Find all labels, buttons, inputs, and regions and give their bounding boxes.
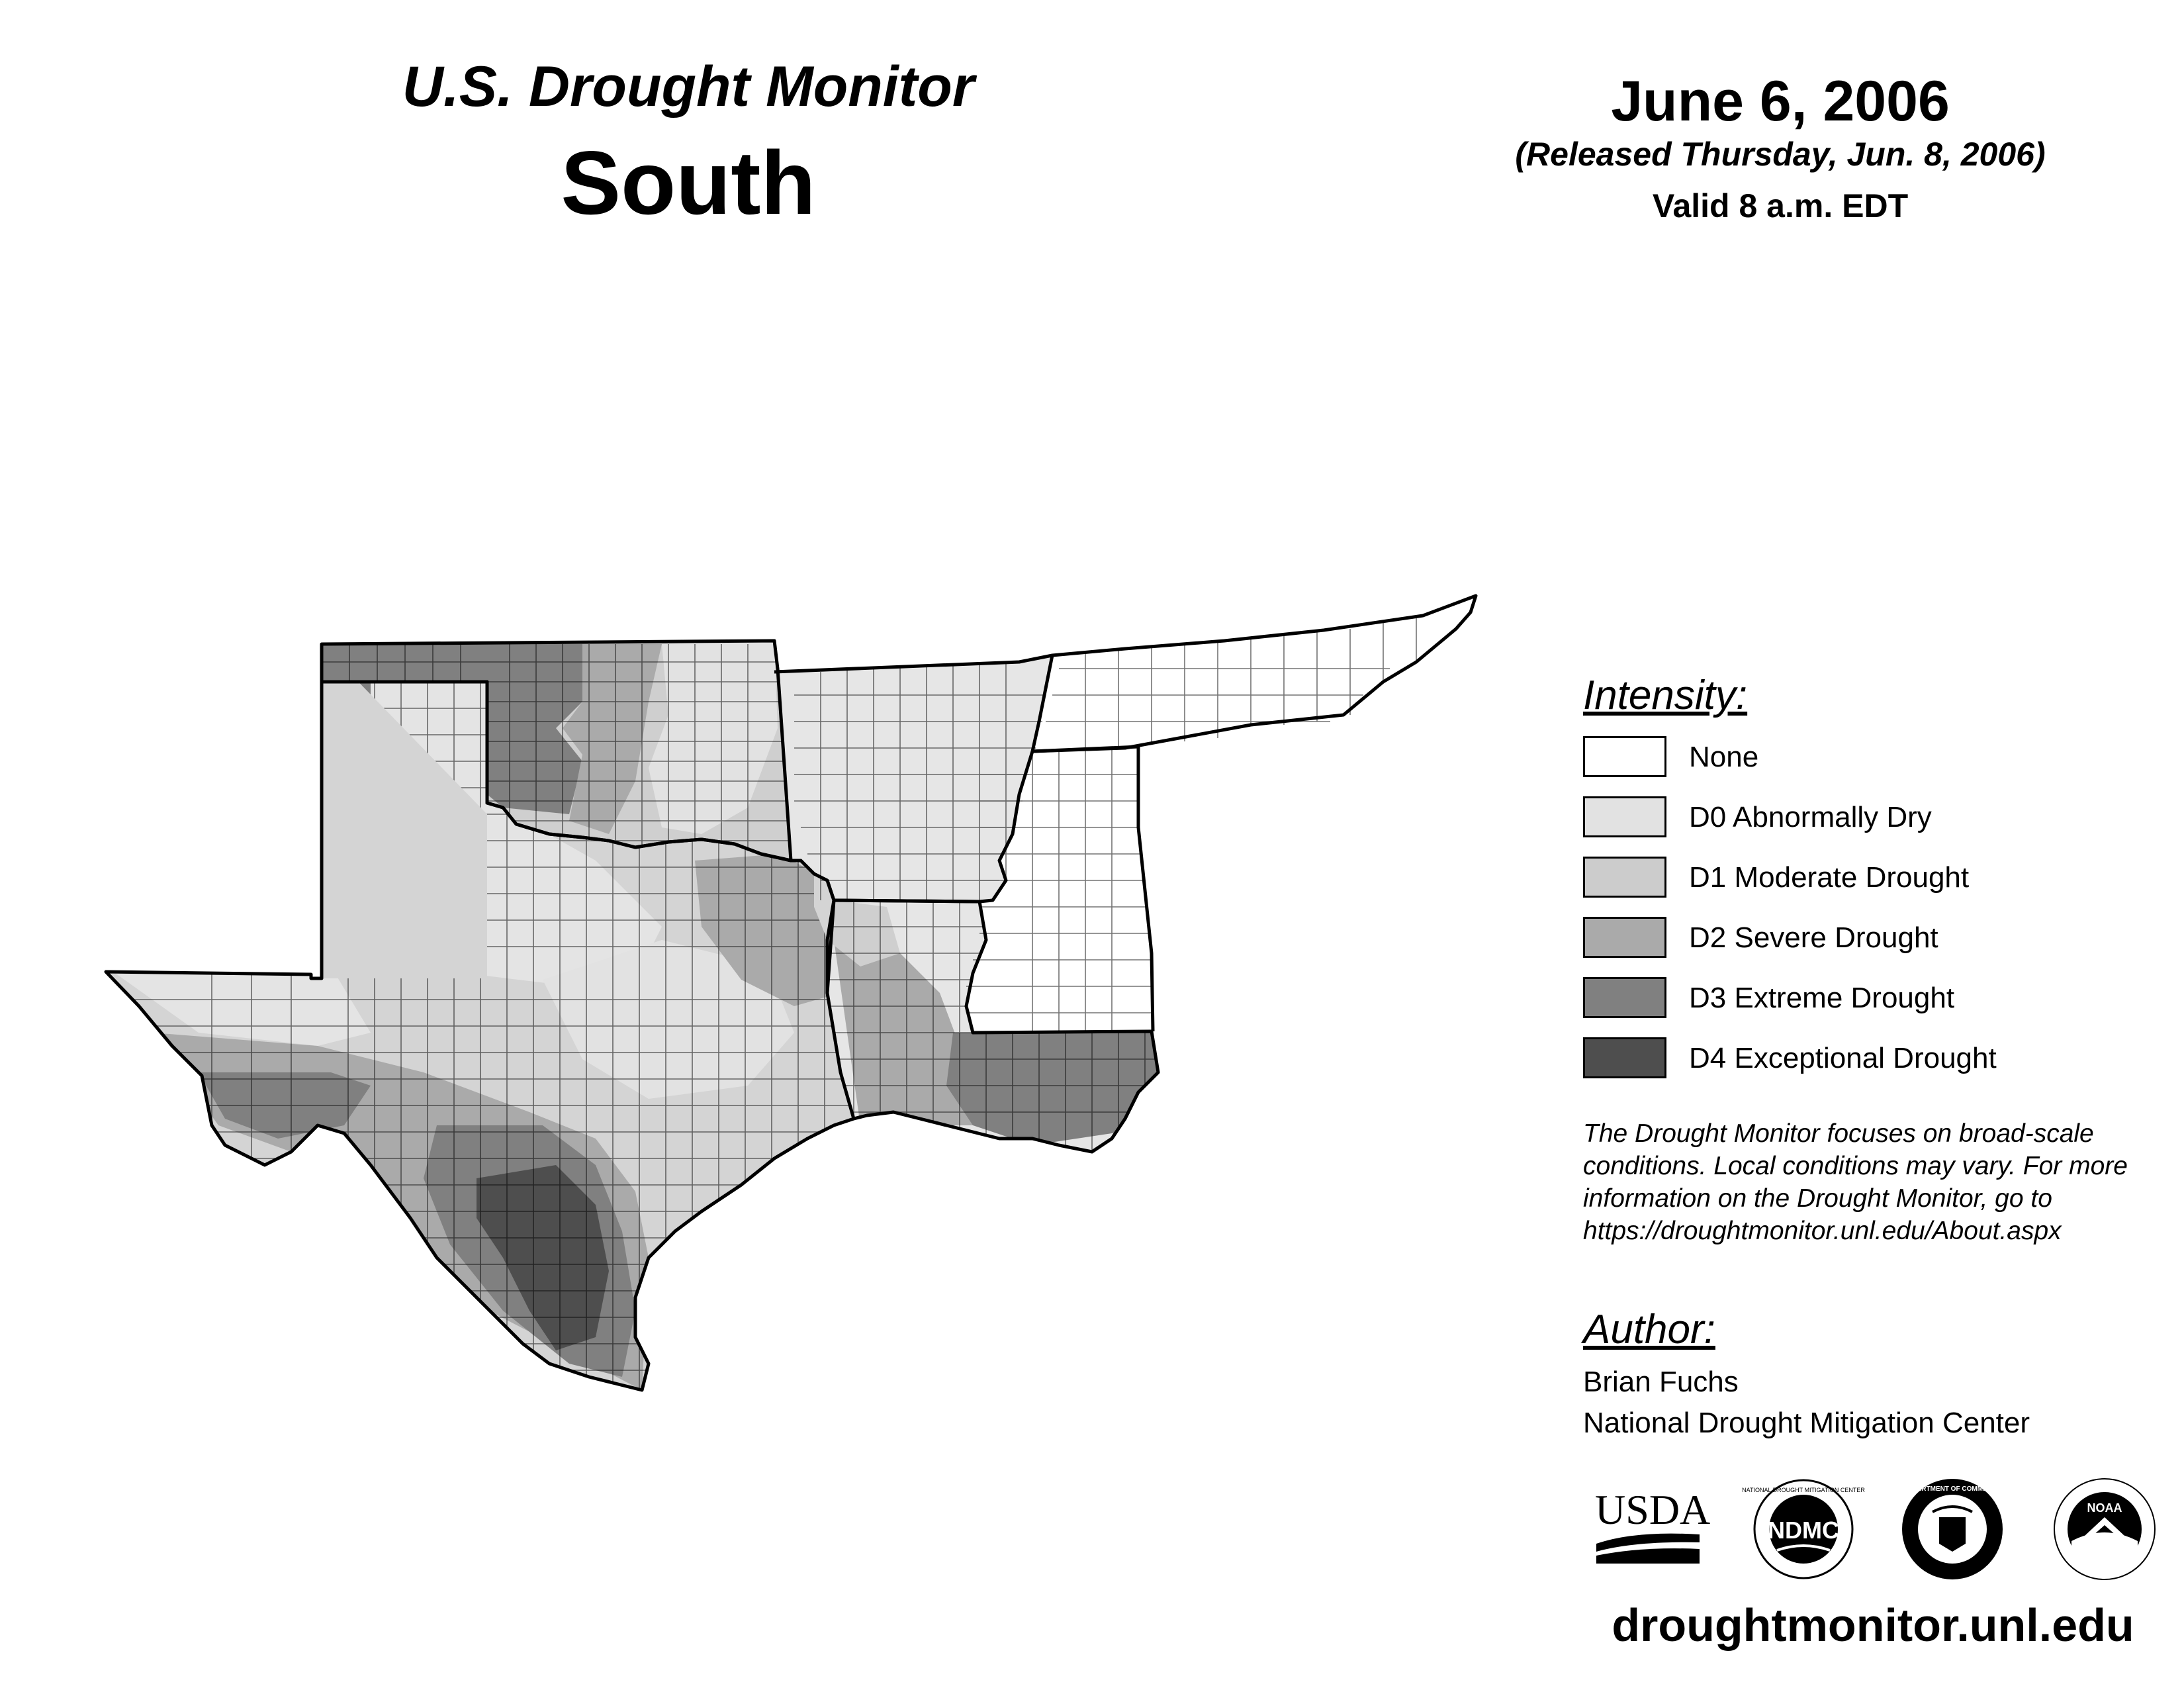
noaa-logo-text: NOAA: [2087, 1501, 2122, 1515]
disclaimer-note: [1583, 1117, 2179, 1247]
legend-label-d3: D3 Extreme Drought: [1689, 982, 1955, 1014]
note-link[interactable]: https://droughtmonitor.unl.edu/About.aspx: [1583, 1217, 2062, 1245]
usda-logo: [1595, 1486, 1710, 1564]
legend-item-d4: [1583, 1037, 2179, 1082]
map-date: June 6, 2006: [1611, 70, 1950, 133]
legend-label-none: None: [1689, 741, 1759, 773]
legend-item-d0: [1583, 796, 2179, 841]
note-line-3: information on the Drought Monitor, go to: [1583, 1184, 2052, 1213]
note-line-2: conditions. Local conditions may vary. For more: [1583, 1152, 2128, 1180]
legend-item-none: [1583, 736, 2179, 781]
author-title: Author:: [1583, 1307, 1715, 1352]
product-title: U.S. Drought Monitor: [402, 55, 975, 118]
legend-item-d2: [1583, 917, 2179, 962]
agency-logos: [1582, 1477, 2164, 1583]
ndmc-logo-text: NDMC: [1768, 1517, 1839, 1544]
legend-label-d2: D2 Severe Drought: [1689, 921, 1938, 954]
legend-item-d1: [1583, 857, 2179, 902]
legend-label-d1: D1 Moderate Drought: [1689, 861, 1970, 894]
note-line-1: The Drought Monitor focuses on broad-scale: [1583, 1119, 2094, 1148]
legend-item-d3: [1583, 977, 2179, 1022]
commerce-logo: [1902, 1479, 2003, 1579]
legend-swatch-d2: [1583, 917, 1666, 958]
website-url[interactable]: droughtmonitor.unl.edu: [1612, 1599, 2134, 1651]
legend-swatch-d4: [1583, 1037, 1666, 1078]
region-title: South: [561, 132, 816, 233]
legend-title: Intensity:: [1583, 673, 1748, 718]
ndmc-logo: [1742, 1480, 1865, 1578]
legend-swatch-d0: [1583, 796, 1666, 837]
usda-logo-text: USDA: [1595, 1486, 1711, 1533]
noaa-logo: [2054, 1479, 2155, 1579]
legend-swatch-d1: [1583, 857, 1666, 898]
author-organization: National Drought Mitigation Center: [1583, 1407, 2030, 1439]
valid-time: Valid 8 a.m. EDT: [1652, 187, 1909, 224]
release-date: (Released Thursday, Jun. 8, 2006): [1515, 136, 2046, 173]
legend-label-d4: D4 Exceptional Drought: [1689, 1042, 1997, 1074]
ndmc-ring-text: NATIONAL DROUGHT MITIGATION CENTER: [1742, 1487, 1865, 1493]
legend-swatch-d3: [1583, 977, 1666, 1018]
legend-swatch-none: [1583, 736, 1666, 777]
legend-label-d0: D0 Abnormally Dry: [1689, 801, 1932, 833]
commerce-ring-text: DEPARTMENT OF COMMERCE: [1903, 1485, 2001, 1493]
author-name: Brian Fuchs: [1583, 1366, 1739, 1398]
